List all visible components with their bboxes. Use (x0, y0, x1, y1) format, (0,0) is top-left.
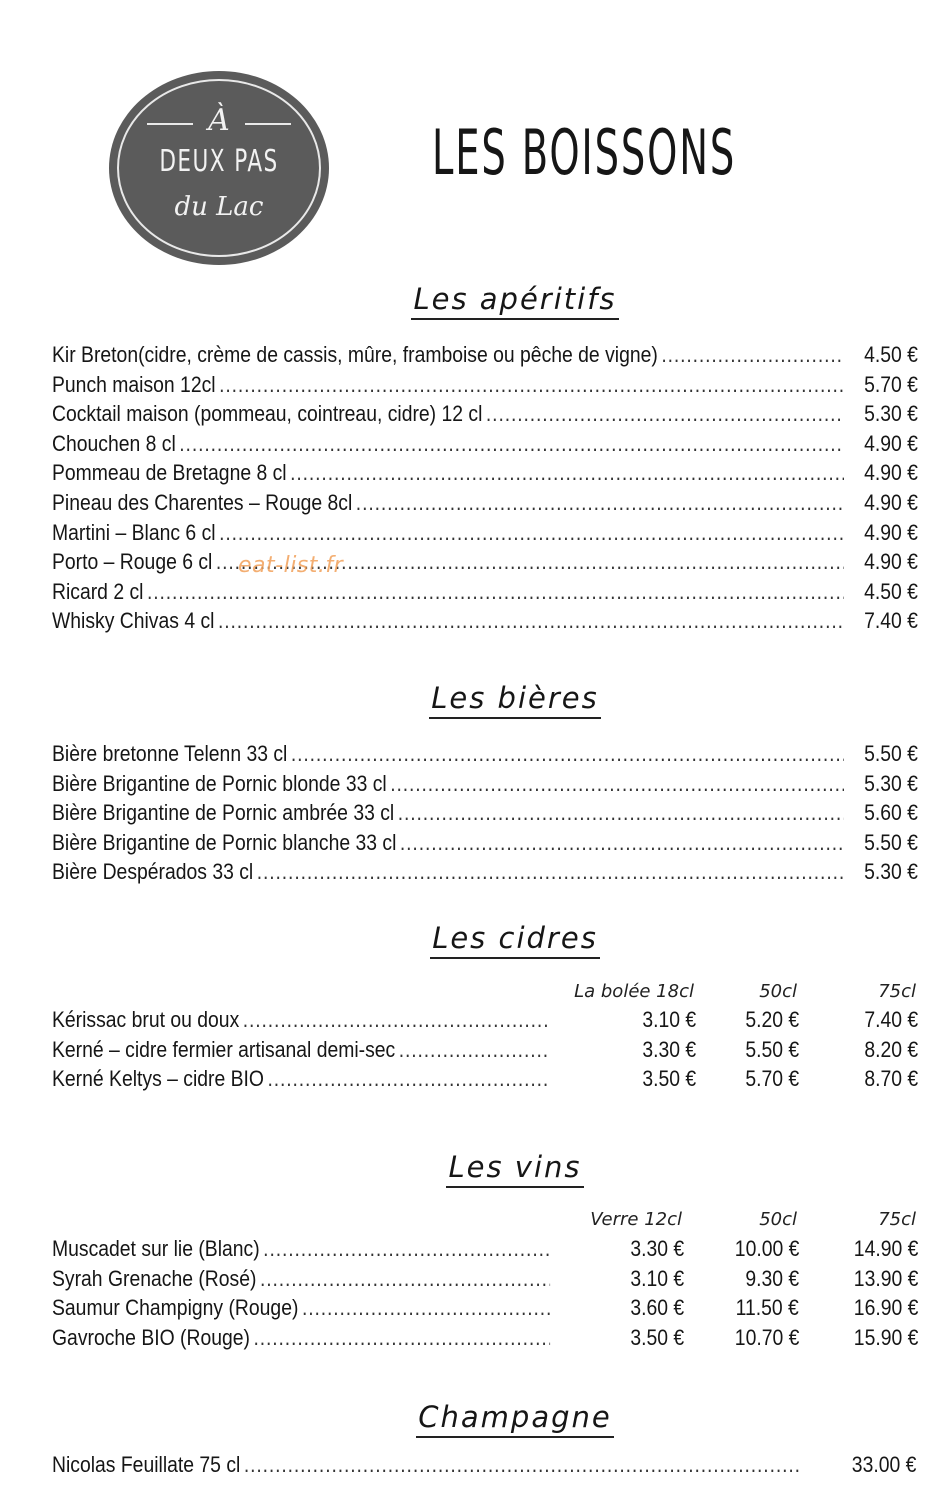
dot-leader (661, 340, 844, 370)
item-price: 15.90 € (853, 1324, 918, 1350)
item-name: Saumur Champigny (Rouge) (52, 1295, 299, 1321)
dot-leader (268, 1064, 551, 1094)
item-price: 5.70 € (745, 1066, 799, 1092)
item-price: 10.70 € (734, 1324, 799, 1350)
item-price: 4.50 € (864, 578, 918, 604)
dot-leader (302, 1293, 550, 1323)
dot-leader (260, 1264, 550, 1294)
item-name: Porto – Rouge 6 cl (52, 549, 213, 575)
menu-item-row (52, 739, 918, 769)
section-title-bieres: Les bières (0, 681, 948, 715)
item-price: 5.30 € (864, 859, 918, 885)
item-price: 7.40 € (864, 1007, 918, 1032)
section-title-aperitifs: Les apéritifs (0, 282, 948, 316)
item-price: 5.50 € (864, 829, 918, 855)
menu-item-row (52, 606, 918, 636)
item-price: 3.50 € (630, 1324, 684, 1350)
column-header: La bolée 18cl (574, 981, 694, 1002)
logo-sub-text: du Lac (174, 192, 264, 222)
item-price: 3.50 € (642, 1066, 696, 1092)
item-price: 5.20 € (745, 1007, 799, 1032)
dot-leader (486, 399, 844, 429)
watermark: eat-list.fr (238, 553, 344, 578)
item-price: 5.50 € (745, 1036, 799, 1062)
item-name: Kerné Keltys – cidre BIO (52, 1066, 264, 1092)
item-price: 8.20 € (864, 1036, 918, 1062)
item-price: 4.90 € (864, 490, 918, 515)
menu-item-row (52, 1293, 554, 1323)
item-price: 13.90 € (853, 1265, 918, 1291)
logo-main-text: DEUX PAS (159, 144, 279, 180)
dot-leader (398, 798, 844, 828)
menu-item-row (52, 769, 918, 799)
column-header: 50cl (759, 981, 797, 1002)
menu-item-row (52, 1064, 554, 1094)
menu-item-row (52, 340, 918, 370)
menu-item-row (52, 798, 918, 828)
item-price: 5.70 € (864, 371, 918, 397)
menu-item-row (52, 828, 918, 858)
item-price: 16.90 € (853, 1295, 918, 1321)
restaurant-logo (105, 68, 333, 268)
item-price: 3.10 € (642, 1007, 696, 1032)
dot-leader (219, 518, 844, 548)
dot-leader (257, 857, 844, 887)
item-price: 3.60 € (630, 1295, 684, 1321)
menu-item-row (52, 1450, 803, 1480)
dot-leader (254, 1323, 551, 1353)
item-price: 3.30 € (642, 1036, 696, 1062)
item-name: Kerné – cidre fermier artisanal demi-sec (52, 1036, 396, 1062)
item-price: 4.90 € (864, 549, 918, 575)
page-title: LES BOISSONS (432, 116, 737, 189)
menu-item-row (52, 547, 918, 577)
menu-item-row (52, 857, 918, 887)
item-name: Pommeau de Bretagne 8 cl (52, 460, 287, 486)
dot-leader (179, 429, 844, 459)
dot-leader (390, 769, 844, 799)
item-name: Punch maison 12cl (52, 371, 216, 397)
dot-leader (291, 739, 844, 769)
dot-leader (356, 488, 844, 518)
menu-item-row (52, 1323, 554, 1353)
item-price: 4.90 € (864, 519, 918, 545)
menu-item-row (52, 1234, 554, 1264)
menu-item-row (52, 458, 918, 488)
dot-leader (147, 577, 844, 607)
item-description: (cidre, crème de cassis, mûre, framboise ou pêche de vigne) (138, 342, 658, 367)
item-price: 5.30 € (864, 401, 918, 427)
menu-item-row (52, 370, 918, 400)
section-title-cidres: Les cidres (0, 921, 948, 955)
item-price: 7.40 € (864, 608, 918, 634)
item-price: 3.30 € (630, 1236, 684, 1261)
menu-item-row (52, 1264, 554, 1294)
menu-item-row (52, 429, 918, 459)
dot-leader (290, 458, 844, 488)
dot-leader (219, 370, 844, 400)
dot-leader (400, 828, 844, 858)
item-name: Nicolas Feuillate 75 cl (52, 1452, 241, 1477)
item-name: Bière Brigantine de Pornic blanche 33 cl (52, 829, 397, 855)
item-name: Bière Despérados 33 cl (52, 859, 254, 885)
menu-item-row (52, 399, 918, 429)
item-name: Bière Brigantine de Pornic ambrée 33 cl (52, 800, 395, 826)
item-price: 5.50 € (864, 741, 918, 766)
item-name: Ricard 2 cl (52, 578, 144, 604)
item-price: 5.30 € (864, 770, 918, 796)
menu-item-row (52, 488, 918, 518)
item-name: Kérissac brut ou doux (52, 1007, 240, 1032)
column-header: 50cl (759, 1209, 797, 1230)
section-title-champagne: Champagne (0, 1400, 948, 1434)
item-name: Gavroche BIO (Rouge) (52, 1324, 250, 1350)
item-price: 4.90 € (864, 460, 918, 486)
item-price: 11.50 € (735, 1295, 799, 1321)
column-header: 75cl (878, 981, 916, 1002)
item-name: Cocktail maison (pommeau, cointreau, cidre) 12 cl (52, 401, 483, 427)
logo-accent: À (208, 103, 230, 138)
column-header: Verre 12cl (590, 1209, 682, 1230)
item-name: Kir Breton (52, 342, 139, 367)
item-name: Muscadet sur lie (Blanc) (52, 1236, 260, 1261)
item-name: Chouchen 8 cl (52, 430, 176, 456)
menu-item-row (52, 577, 918, 607)
dot-leader (263, 1234, 550, 1264)
item-price: 4.90 € (864, 430, 918, 456)
item-price: 10.00 € (734, 1236, 799, 1261)
item-name: Whisky Chivas 4 cl (52, 608, 215, 634)
menu-item-row (52, 1035, 554, 1065)
column-header: 75cl (878, 1209, 916, 1230)
item-price: 8.70 € (864, 1066, 918, 1092)
item-name: Bière Brigantine de Pornic blonde 33 cl (52, 770, 387, 796)
menu-item-row (52, 518, 918, 548)
dot-leader (399, 1035, 550, 1065)
dot-leader (243, 1005, 550, 1035)
item-price: 4.50 € (864, 342, 918, 367)
item-name: Pineau des Charentes – Rouge 8cl (52, 490, 353, 515)
item-price: 9.30 € (745, 1265, 799, 1291)
dot-leader (218, 606, 844, 636)
item-name: Bière bretonne Telenn 33 cl (52, 741, 288, 766)
item-price: 14.90 € (853, 1236, 918, 1261)
section-title-vins: Les vins (0, 1150, 948, 1184)
menu-item-row (52, 1005, 554, 1035)
item-name: Martini – Blanc 6 cl (52, 519, 216, 545)
item-price: 5.60 € (864, 800, 918, 826)
item-price: 3.10 € (630, 1265, 684, 1291)
item-price: 33.00 € (851, 1452, 916, 1477)
item-name: Syrah Grenache (Rosé) (52, 1265, 257, 1291)
dot-leader (244, 1450, 799, 1480)
